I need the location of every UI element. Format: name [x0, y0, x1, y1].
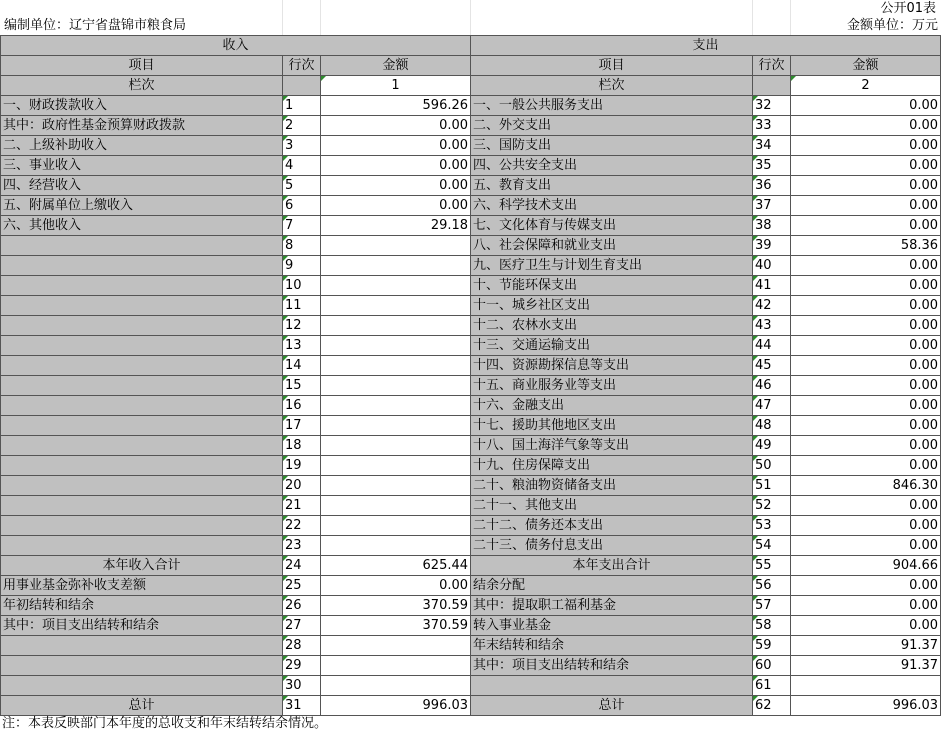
expense-line-cell: 36 [753, 176, 791, 196]
income-item-cell: 本年收入合计 [1, 556, 283, 576]
income-amount-cell [321, 636, 471, 656]
income-amount-cell [321, 456, 471, 476]
income-amount-cell: 29.18 [321, 216, 471, 236]
income-amount-cell [321, 476, 471, 496]
income-line-cell: 18 [283, 436, 321, 456]
blank-cell [753, 76, 791, 96]
expense-item-cell: 总计 [471, 696, 753, 716]
income-col-line: 行次 [283, 56, 321, 76]
income-item-cell [1, 436, 283, 456]
table-row [1, 696, 941, 716]
table-row [1, 276, 941, 296]
income-amount-cell [321, 256, 471, 276]
income-line-cell: 16 [283, 396, 321, 416]
income-col-amount: 金额 [321, 56, 471, 76]
income-item-cell [1, 236, 283, 256]
table-row [1, 256, 941, 276]
table-row [1, 616, 941, 636]
income-amount-cell [321, 276, 471, 296]
income-amount-cell [321, 496, 471, 516]
expense-line-cell: 51 [753, 476, 791, 496]
table-row [1, 596, 941, 616]
income-item-cell: 四、经营收入 [1, 176, 283, 196]
expense-item-cell: 其中：项目支出结转和结余 [471, 656, 753, 676]
expense-item-cell: 四、公共安全支出 [471, 156, 753, 176]
table-row [1, 636, 941, 656]
income-item-cell [1, 416, 283, 436]
income-line-cell: 7 [283, 216, 321, 236]
expense-item-cell: 五、教育支出 [471, 176, 753, 196]
income-line-cell: 15 [283, 376, 321, 396]
income-amount-cell: 996.03 [321, 696, 471, 716]
expense-item-cell [471, 676, 753, 696]
income-item-cell [1, 356, 283, 376]
expense-col-amount: 金额 [791, 56, 941, 76]
table-row [1, 156, 941, 176]
expense-amount-cell: 0.00 [791, 136, 941, 156]
income-amount-cell [321, 436, 471, 456]
expense-line-cell: 46 [753, 376, 791, 396]
table-row [1, 556, 941, 576]
expense-item-cell: 十九、住房保障支出 [471, 456, 753, 476]
income-item-cell [1, 276, 283, 296]
expense-amount-cell: 0.00 [791, 516, 941, 536]
expense-item-cell: 结余分配 [471, 576, 753, 596]
expense-item-cell: 二十、粮油物资储备支出 [471, 476, 753, 496]
table-row [1, 416, 941, 436]
table-row [1, 656, 941, 676]
income-line-cell: 12 [283, 316, 321, 336]
income-amount-cell [321, 396, 471, 416]
income-item-cell [1, 476, 283, 496]
expense-amount-cell: 0.00 [791, 196, 941, 216]
income-item-cell: 五、附属单位上缴收入 [1, 196, 283, 216]
expense-line-cell: 48 [753, 416, 791, 436]
expense-item-cell: 二十三、债务付息支出 [471, 536, 753, 556]
table-row [1, 476, 941, 496]
income-line-cell: 10 [283, 276, 321, 296]
income-item-cell [1, 256, 283, 276]
income-amount-cell [321, 516, 471, 536]
expense-line-cell: 52 [753, 496, 791, 516]
income-item-cell [1, 536, 283, 556]
expense-amount-cell: 0.00 [791, 276, 941, 296]
expense-colno-label: 栏次 [471, 76, 753, 96]
expense-amount-cell: 58.36 [791, 236, 941, 256]
income-line-cell: 6 [283, 196, 321, 216]
expense-line-cell: 62 [753, 696, 791, 716]
compiling-unit: 编制单位：辽宁省盘锦市粮食局 [4, 18, 187, 33]
income-item-cell [1, 676, 283, 696]
expense-amount-cell: 0.00 [791, 456, 941, 476]
expense-amount-cell: 0.00 [791, 416, 941, 436]
expense-item-cell: 八、社会保障和就业支出 [471, 236, 753, 256]
income-amount-cell [321, 296, 471, 316]
expense-item-cell: 十四、资源勘探信息等支出 [471, 356, 753, 376]
expense-line-cell: 32 [753, 96, 791, 116]
income-line-cell: 25 [283, 576, 321, 596]
expense-item-cell: 七、文化体育与传媒支出 [471, 216, 753, 236]
income-line-cell: 11 [283, 296, 321, 316]
income-line-cell: 1 [283, 96, 321, 116]
income-amount-cell: 0.00 [321, 116, 471, 136]
expense-line-cell: 40 [753, 256, 791, 276]
income-amount-cell [321, 356, 471, 376]
income-item-cell: 三、事业收入 [1, 156, 283, 176]
income-amount-cell [321, 236, 471, 256]
table-row [1, 396, 941, 416]
expense-item-cell: 十三、交通运输支出 [471, 336, 753, 356]
expense-line-cell: 56 [753, 576, 791, 596]
expense-amount-cell: 91.37 [791, 636, 941, 656]
income-amount-cell [321, 656, 471, 676]
table-row [1, 576, 941, 596]
table-row [1, 496, 941, 516]
income-line-cell: 20 [283, 476, 321, 496]
income-item-cell [1, 496, 283, 516]
income-line-cell: 28 [283, 636, 321, 656]
income-item-cell [1, 296, 283, 316]
expense-item-cell: 十五、商业服务业等支出 [471, 376, 753, 396]
table-row [1, 236, 941, 256]
income-item-cell [1, 336, 283, 356]
expense-item-cell: 十、节能环保支出 [471, 276, 753, 296]
expense-line-cell: 33 [753, 116, 791, 136]
income-amount-cell: 370.59 [321, 616, 471, 636]
expense-item-cell: 转入事业基金 [471, 616, 753, 636]
expense-amount-cell: 0.00 [791, 616, 941, 636]
income-amount-cell: 370.59 [321, 596, 471, 616]
income-amount-cell [321, 336, 471, 356]
expense-item-cell: 二十二、债务还本支出 [471, 516, 753, 536]
income-item-cell [1, 316, 283, 336]
table-row [1, 336, 941, 356]
expense-section-title: 支出 [471, 36, 941, 56]
income-line-cell: 26 [283, 596, 321, 616]
expense-line-cell: 50 [753, 456, 791, 476]
income-line-cell: 24 [283, 556, 321, 576]
expense-line-cell: 58 [753, 616, 791, 636]
income-item-cell [1, 636, 283, 656]
table-row [1, 116, 941, 136]
table-row [1, 96, 941, 116]
expense-amount-cell: 846.30 [791, 476, 941, 496]
expense-line-cell: 60 [753, 656, 791, 676]
expense-item-cell: 本年支出合计 [471, 556, 753, 576]
income-colno-value: 1 [321, 76, 471, 96]
header-row-1 [0, 0, 942, 17]
expense-line-cell: 35 [753, 156, 791, 176]
income-amount-cell [321, 676, 471, 696]
expense-amount-cell: 0.00 [791, 296, 941, 316]
currency-unit: 金额单位：万元 [846, 18, 938, 33]
income-amount-cell: 0.00 [321, 196, 471, 216]
income-line-cell: 8 [283, 236, 321, 256]
income-line-cell: 19 [283, 456, 321, 476]
expense-line-cell: 34 [753, 136, 791, 156]
expense-col-item: 项目 [471, 56, 753, 76]
income-line-cell: 27 [283, 616, 321, 636]
blank-cell [283, 76, 321, 96]
expense-item-cell: 二、外交支出 [471, 116, 753, 136]
expense-amount-cell: 0.00 [791, 156, 941, 176]
expense-amount-cell: 0.00 [791, 596, 941, 616]
expense-line-cell: 55 [753, 556, 791, 576]
income-item-cell [1, 376, 283, 396]
income-line-cell: 21 [283, 496, 321, 516]
table-row [1, 316, 941, 336]
income-item-cell [1, 656, 283, 676]
income-amount-cell [321, 536, 471, 556]
expense-item-cell: 三、国防支出 [471, 136, 753, 156]
income-amount-cell: 625.44 [321, 556, 471, 576]
income-item-cell: 总计 [1, 696, 283, 716]
income-item-cell: 用事业基金弥补收支差额 [1, 576, 283, 596]
table-row [1, 376, 941, 396]
income-amount-cell: 0.00 [321, 136, 471, 156]
income-section-title: 收入 [1, 36, 471, 56]
expense-line-cell: 38 [753, 216, 791, 236]
expense-line-cell: 37 [753, 196, 791, 216]
expense-amount-cell: 0.00 [791, 376, 941, 396]
income-item-cell: 其中：政府性基金预算财政拨款 [1, 116, 283, 136]
expense-amount-cell [791, 676, 941, 696]
expense-amount-cell: 91.37 [791, 656, 941, 676]
expense-item-cell: 二十一、其他支出 [471, 496, 753, 516]
expense-amount-cell: 0.00 [791, 116, 941, 136]
table-row [1, 536, 941, 556]
income-amount-cell [321, 316, 471, 336]
table-row [1, 676, 941, 696]
expense-item-cell: 十七、援助其他地区支出 [471, 416, 753, 436]
income-col-item: 项目 [1, 56, 283, 76]
income-amount-cell [321, 376, 471, 396]
income-amount-cell [321, 416, 471, 436]
expense-line-cell: 61 [753, 676, 791, 696]
income-line-cell: 14 [283, 356, 321, 376]
income-line-cell: 31 [283, 696, 321, 716]
income-item-cell: 其中：项目支出结转和结余 [1, 616, 283, 636]
table-row [1, 436, 941, 456]
income-line-cell: 13 [283, 336, 321, 356]
income-item-cell: 年初结转和结余 [1, 596, 283, 616]
expense-colno-value: 2 [791, 76, 941, 96]
expense-line-cell: 45 [753, 356, 791, 376]
expense-amount-cell: 0.00 [791, 536, 941, 556]
expense-line-cell: 43 [753, 316, 791, 336]
income-line-cell: 9 [283, 256, 321, 276]
income-line-cell: 2 [283, 116, 321, 136]
expense-amount-cell: 996.03 [791, 696, 941, 716]
footnote: 注：本表反映部门本年度的总收支和年末结转结余情况。 [2, 716, 328, 731]
expense-col-line: 行次 [753, 56, 791, 76]
expense-line-cell: 42 [753, 296, 791, 316]
column-header-row [1, 56, 941, 76]
income-item-cell: 二、上级补助收入 [1, 136, 283, 156]
income-item-cell: 一、财政拨款收入 [1, 96, 283, 116]
expense-item-cell: 年末结转和结余 [471, 636, 753, 656]
expense-line-cell: 39 [753, 236, 791, 256]
expense-line-cell: 44 [753, 336, 791, 356]
income-line-cell: 29 [283, 656, 321, 676]
table-row [1, 136, 941, 156]
expense-item-cell: 十一、城乡社区支出 [471, 296, 753, 316]
table-row [1, 216, 941, 236]
income-item-cell [1, 516, 283, 536]
table-row [1, 176, 941, 196]
expense-item-cell: 十八、国土海洋气象等支出 [471, 436, 753, 456]
income-amount-cell: 596.26 [321, 96, 471, 116]
expense-amount-cell: 0.00 [791, 336, 941, 356]
expense-item-cell: 十二、农林水支出 [471, 316, 753, 336]
table-row [1, 196, 941, 216]
expense-line-cell: 59 [753, 636, 791, 656]
expense-amount-cell: 0.00 [791, 576, 941, 596]
income-item-cell [1, 396, 283, 416]
expense-amount-cell: 0.00 [791, 356, 941, 376]
expense-amount-cell: 0.00 [791, 96, 941, 116]
expense-line-cell: 47 [753, 396, 791, 416]
expense-amount-cell: 0.00 [791, 496, 941, 516]
table-row [1, 456, 941, 476]
expense-amount-cell: 0.00 [791, 436, 941, 456]
expense-item-cell: 十六、金融支出 [471, 396, 753, 416]
column-number-row [1, 76, 941, 96]
income-item-cell: 六、其他收入 [1, 216, 283, 236]
income-colno-label: 栏次 [1, 76, 283, 96]
expense-item-cell: 九、医疗卫生与计划生育支出 [471, 256, 753, 276]
expense-amount-cell: 904.66 [791, 556, 941, 576]
income-line-cell: 23 [283, 536, 321, 556]
income-amount-cell: 0.00 [321, 176, 471, 196]
expense-amount-cell: 0.00 [791, 176, 941, 196]
section-header-row [1, 36, 941, 56]
income-line-cell: 30 [283, 676, 321, 696]
budget-table [0, 35, 941, 716]
income-line-cell: 17 [283, 416, 321, 436]
expense-line-cell: 54 [753, 536, 791, 556]
income-line-cell: 5 [283, 176, 321, 196]
expense-amount-cell: 0.00 [791, 316, 941, 336]
expense-amount-cell: 0.00 [791, 256, 941, 276]
expense-line-cell: 53 [753, 516, 791, 536]
income-line-cell: 4 [283, 156, 321, 176]
expense-line-cell: 41 [753, 276, 791, 296]
header-row-2 [0, 17, 942, 34]
income-item-cell [1, 456, 283, 476]
expense-item-cell: 六、科学技术支出 [471, 196, 753, 216]
income-line-cell: 3 [283, 136, 321, 156]
income-amount-cell: 0.00 [321, 156, 471, 176]
table-row [1, 296, 941, 316]
income-amount-cell: 0.00 [321, 576, 471, 596]
expense-line-cell: 57 [753, 596, 791, 616]
expense-item-cell: 其中：提取职工福利基金 [471, 596, 753, 616]
form-code: 公开01表 [880, 1, 936, 16]
expense-line-cell: 49 [753, 436, 791, 456]
table-row [1, 356, 941, 376]
expense-item-cell: 一、一般公共服务支出 [471, 96, 753, 116]
expense-amount-cell: 0.00 [791, 216, 941, 236]
table-row [1, 516, 941, 536]
income-line-cell: 22 [283, 516, 321, 536]
expense-amount-cell: 0.00 [791, 396, 941, 416]
